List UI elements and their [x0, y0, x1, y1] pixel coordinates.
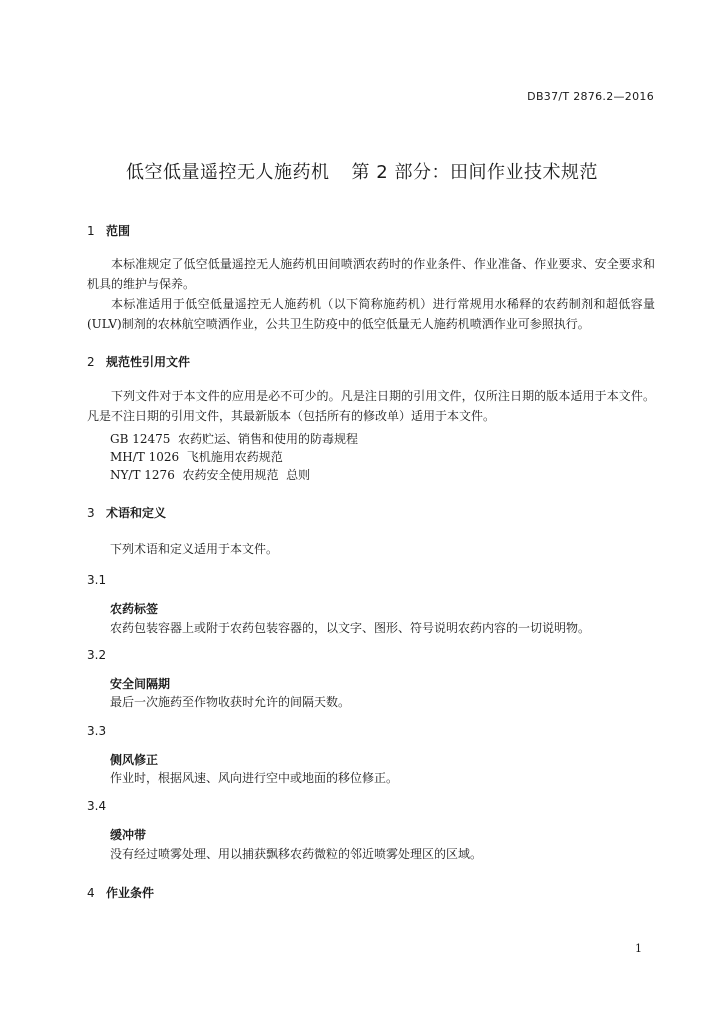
term-name: 农药标签	[110, 602, 159, 616]
reference-item: GB 12475 农药贮运、销售和使用的防毒规程	[110, 432, 359, 446]
section-3-title: 术语和定义	[106, 506, 167, 520]
reference-item: NY/T 1276 农药安全使用规范 总则	[110, 468, 311, 482]
section-2-paragraph-1: 下列文件对于本文件的应用是必不可少的。凡是注日期的引用文件，仅所注日期的版本适用于本文件。凡是不注日期的引用文件，其最新版本（包括所有的修改单）适用于本文件。	[87, 389, 655, 423]
section-1-number: 1	[87, 224, 95, 238]
section-2-title: 规范性引用文件	[106, 355, 191, 369]
page-number: 1	[635, 942, 642, 955]
document-title	[0, 158, 724, 184]
section-3-number: 3	[87, 506, 95, 520]
section-4-title: 作业条件	[106, 886, 155, 900]
section-4-heading	[87, 884, 154, 901]
term-definition: 最后一次施药至作物收获时允许的间隔天数。	[110, 695, 351, 709]
term-name: 侧风修正	[110, 753, 159, 767]
term-definition: 没有经过喷雾处理、用以捕获飘移农药微粒的邻近喷雾处理区的区域。	[110, 847, 483, 861]
section-3-heading	[87, 504, 166, 521]
term-name: 安全间隔期	[110, 677, 171, 691]
term-number: 3.3	[87, 724, 107, 738]
term-number: 3.4	[87, 799, 107, 813]
reference-item: MH/T 1026 飞机施用农药规范	[110, 450, 283, 464]
section-2-number: 2	[87, 355, 95, 369]
section-1-paragraph-2: 本标准适用于低空低量遥控无人施药机（以下简称施药机）进行常规用水稀释的农药制剂和超低容量(ULV)制剂的农林航空喷洒作业，公共卫生防疫中的低空低量无人施药机喷洒作业可参照执行。	[87, 297, 655, 331]
section-1-heading	[87, 222, 130, 239]
title-part: 第 2 部分：田间作业技术规范	[351, 162, 598, 183]
section-2-heading	[87, 353, 190, 370]
term-number: 3.1	[87, 573, 107, 587]
section-4-number: 4	[87, 886, 95, 900]
document-code: DB37/T 2876.2—2016	[527, 90, 654, 103]
section-1-title: 范围	[106, 224, 131, 238]
term-name: 缓冲带	[110, 828, 147, 842]
title-main: 低空低量遥控无人施药机	[126, 162, 330, 183]
term-definition: 作业时，根据风速、风向进行空中或地面的移位修正。	[110, 771, 399, 785]
section-1-paragraph-1: 本标准规定了低空低量遥控无人施药机田间喷洒农药时的作业条件、作业准备、作业要求、安全要求和机具的维护与保养。	[87, 257, 655, 291]
term-definition: 农药包装容器上或附于农药包装容器的，以文字、图形、符号说明农药内容的一切说明物。	[110, 621, 591, 635]
term-number: 3.2	[87, 648, 107, 662]
section-3-intro: 下列术语和定义适用于本文件。	[110, 542, 279, 556]
